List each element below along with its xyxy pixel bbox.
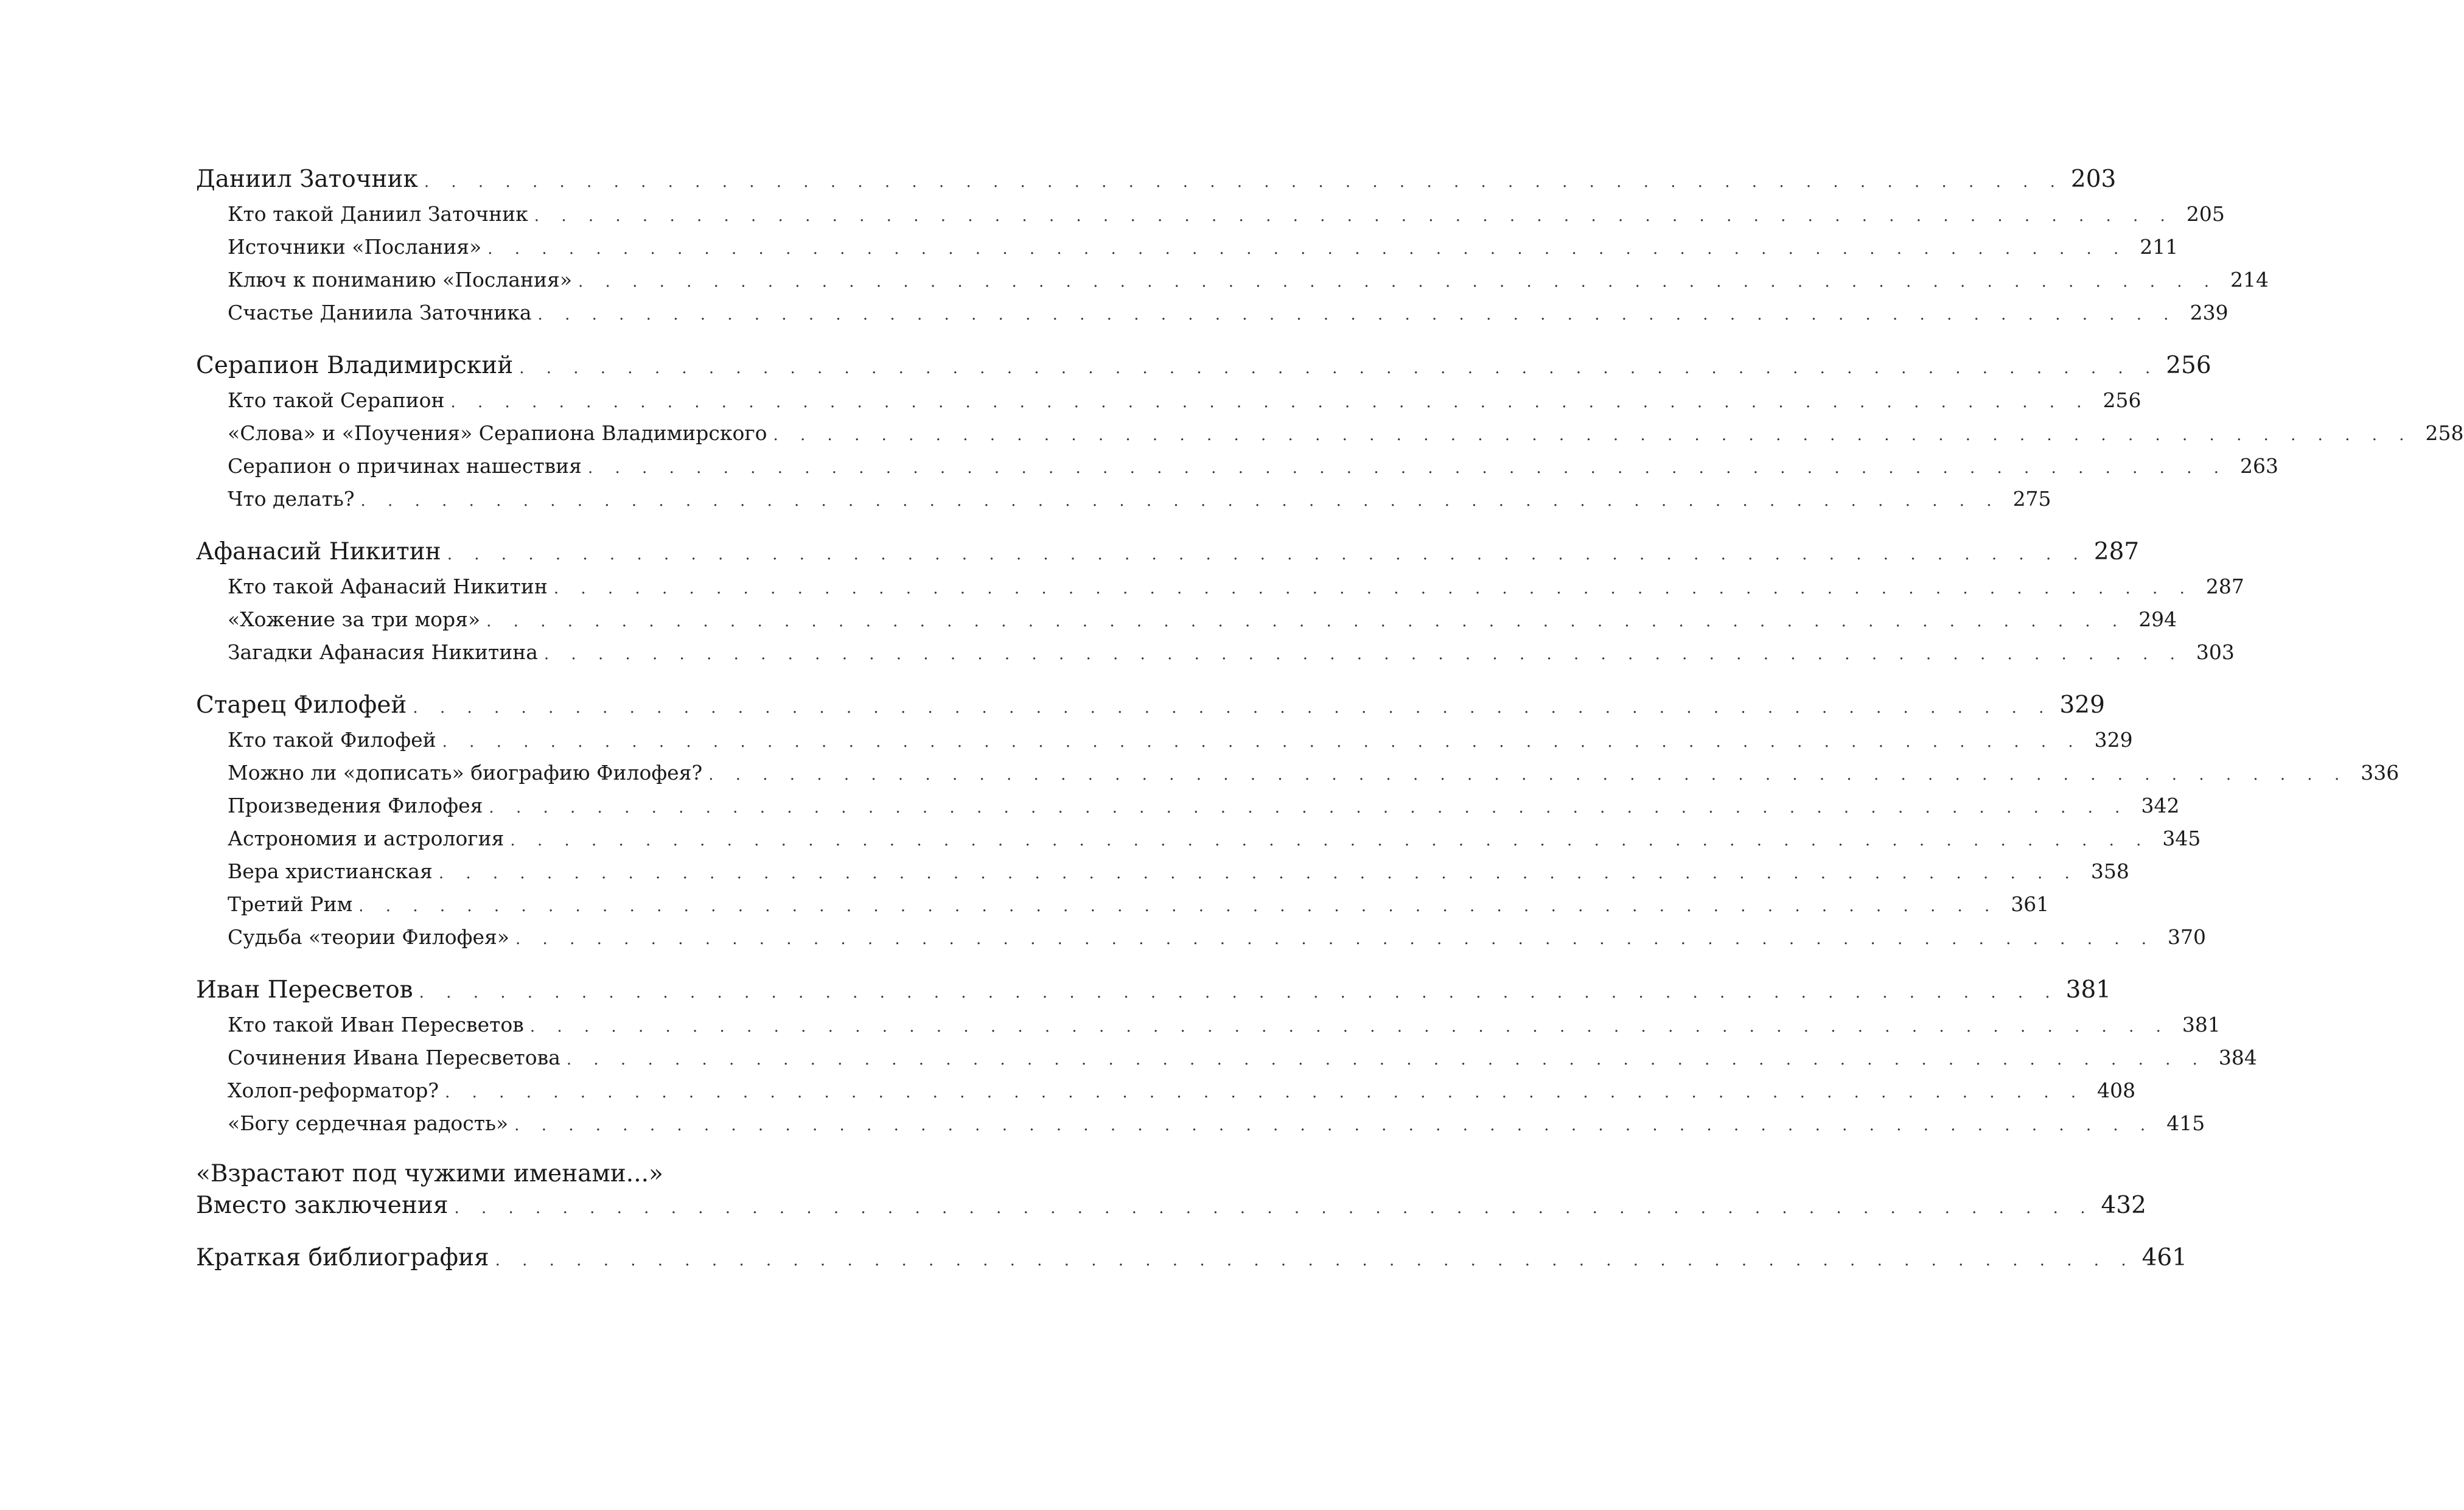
dot-leader: . . . . . . . . . . . . . . . . . . . . . . . . . . . . . . . . . . . . . . . . . . . . . . . . . . . . . . . . . . . . . [773,426,2413,444]
page-number: 384 [2218,1046,2257,1069]
page-number: 342 [2141,794,2180,817]
dot-leader: . . . . . . . . . . . . . . . . . . . . . . . . . . . . . . . . . . . . . . . . . . . . . . . . . . . . . . . . . . . . . [424,173,2064,191]
dot-leader: . . . . . . . . . . . . . . . . . . . . . . . . . . . . . . . . . . . . . . . . . . . . . . . . . . . . . . . . . . . . . [438,864,2078,883]
table-of-contents [196,161,2464,1295]
toc-chapter[interactable] [196,534,2140,570]
dot-leader: . . . . . . . . . . . . . . . . . . . . . . . . . . . . . . . . . . . . . . . . . . . . . . . . . . . . . . . . . . . . . [566,1050,2206,1069]
dot-leader: . . . . . . . . . . . . . . . . . . . . . . . . . . . . . . . . . . . . . . . . . . . . . . . . . . . . . . . . . . . . . [514,1116,2154,1134]
toc-conclusion[interactable] [196,1158,2146,1222]
dot-leader: . . . . . . . . . . . . . . . . . . . . . . . . . . . . . . . . . . . . . . . . . . . . . . . . . . . . . . . . . . . . . [529,1018,2169,1036]
toc-subchapter[interactable] [196,724,2133,757]
toc-subchapter[interactable] [196,417,2464,450]
page-number: 370 [2168,925,2207,949]
page-number: 303 [2196,640,2235,664]
toc-section [196,972,2257,1140]
toc-subchapter[interactable] [196,1008,2221,1041]
chapter-title: Серапион Владимирский [196,348,519,384]
toc-subchapter[interactable] [196,296,2228,329]
subchapter-title: Третий Рим [228,888,358,921]
toc-subchapter[interactable] [196,789,2180,822]
dot-leader: . . . . . . . . . . . . . . . . . . . . . . . . . . . . . . . . . . . . . . . . . . . . . . . . . . . . . . . . . . . . . [553,579,2193,598]
page-number: 239 [2190,301,2228,324]
toc-bibliography [196,1240,2188,1276]
toc-subchapter[interactable] [196,855,2129,888]
toc-subchapter[interactable] [196,231,2179,264]
dot-leader: . . . . . . . . . . . . . . . . . . . . . . . . . . . . . . . . . . . . . . . . . . . . . . . . . . . . . . . . . . . . . [358,897,1998,915]
page-number: 275 [2012,487,2051,511]
conclusion-title-line1: «Взрастают под чужими именами...» [196,1160,663,1187]
dot-leader: . . . . . . . . . . . . . . . . . . . . . . . . . . . . . . . . . . . . . . . . . . . . . . . . . . . . . . . . . . . . . [587,459,2228,477]
subchapter-title: Судьба «теории Филофея» [228,921,515,954]
subchapter-title: Кто такой Иван Пересветов [228,1008,530,1041]
conclusion-row [196,1190,2146,1222]
toc-subchapter[interactable] [196,603,2177,636]
dot-leader: . . . . . . . . . . . . . . . . . . . . . . . . . . . . . . . . . . . . . . . . . . . . . . . . . . . . . . . . . . . . . [447,545,2087,564]
toc-subchapter[interactable] [196,483,2051,516]
subchapter-title: Кто такой Серапион [228,384,451,417]
toc-subchapter[interactable] [196,198,2225,231]
toc-section [196,161,2269,329]
page-number: 256 [2166,352,2211,379]
dot-leader: . . . . . . . . . . . . . . . . . . . . . . . . . . . . . . . . . . . . . . . . . . . . . . . . . . . . . . . . . . . . . [510,831,2150,850]
subchapter-title: «Хожение за три моря» [228,603,486,636]
toc-chapter[interactable] [196,1240,2188,1276]
subchapter-title: Астрономия и астрология [228,822,510,855]
chapter-title: Афанасий Никитин [196,534,447,570]
dot-leader: . . . . . . . . . . . . . . . . . . . . . . . . . . . . . . . . . . . . . . . . . . . . . . . . . . . . . . . . . . . . . [519,359,2159,377]
toc-subchapter[interactable] [196,384,2141,417]
subchapter-title: Источники «Послания» [228,231,487,264]
dot-leader: . . . . . . . . . . . . . . . . . . . . . . . . . . . . . . . . . . . . . . . . . . . . . . . . . . . . . . . . . . . . . [360,492,2000,510]
dot-leader: . . . . . . . . . . . . . . . . . . . . . . . . . . . . . . . . . . . . . . . . . . . . . . . . . . . . . . . . . . . . . [495,1251,2135,1270]
page-number: 329 [2094,728,2133,752]
dot-leader: . . . . . . . . . . . . . . . . . . . . . . . . . . . . . . . . . . . . . . . . . . . . . . . . . . . . . . . . . . . . . [413,699,2053,717]
page-number: 461 [2141,1244,2188,1271]
toc-subchapter[interactable] [196,636,2235,669]
toc-section [196,687,2399,954]
page-number: 361 [2011,892,2050,916]
page-number: 381 [2065,976,2112,1004]
page-number: 211 [2140,235,2179,259]
page-number: 381 [2182,1013,2221,1036]
dot-leader: . . . . . . . . . . . . . . . . . . . . . . . . . . . . . . . . . . . . . . . . . . . . . . . . . . . . . . . . . . . . . [543,645,2183,663]
toc-chapter[interactable] [196,348,2211,384]
page-number: 345 [2162,827,2201,850]
toc-subchapter[interactable] [196,757,2399,789]
page-number: 432 [2101,1192,2146,1219]
subchapter-title: Ключ к пониманию «Послания» [228,264,578,296]
page-number: 256 [2103,388,2141,412]
toc-subchapter[interactable] [196,570,2244,603]
dot-leader: . . . . . . . . . . . . . . . . . . . . . . . . . . . . . . . . . . . . . . . . . . . . . . . . . . . . . . . . . . . . . [489,799,2129,817]
dot-leader: . . . . . . . . . . . . . . . . . . . . . . . . . . . . . . . . . . . . . . . . . . . . . . . . . . . . . . . . . . . . . [487,240,2127,258]
toc-subchapter[interactable] [196,1074,2136,1107]
toc-chapter[interactable] [196,687,2105,724]
toc-subchapter[interactable] [196,264,2269,296]
toc-subchapter[interactable] [196,921,2207,954]
toc-section [196,348,2464,516]
page-number: 336 [2361,761,2399,785]
subchapter-title: Счастье Даниила Заточника [228,296,538,329]
subchapter-title: Сочинения Ивана Пересветова [228,1041,567,1074]
subchapter-title: «Слова» и «Поучения» Серапиона Владимирского [228,417,773,450]
dot-leader: . . . . . . . . . . . . . . . . . . . . . . . . . . . . . . . . . . . . . . . . . . . . . . . . . . . . . . . . . . . . . [450,393,2090,411]
page-number: 287 [2205,575,2244,598]
page-number: 415 [2166,1111,2205,1135]
dot-leader: . . . . . . . . . . . . . . . . . . . . . . . . . . . . . . . . . . . . . . . . . . . . . . . . . . . . . . . . . . . . . [445,1083,2085,1102]
dot-leader: . . . . . . . . . . . . . . . . . . . . . . . . . . . . . . . . . . . . . . . . . . . . . . . . . . . . . . . . . . . . . [486,612,2126,631]
dot-leader: . . . . . . . . . . . . . . . . . . . . . . . . . . . . . . . . . . . . . . . . . . . . . . . . . . . . . . . . . . . . . [708,766,2348,784]
dot-leader: . . . . . . . . . . . . . . . . . . . . . . . . . . . . . . . . . . . . . . . . . . . . . . . . . . . . . . . . . . . . . [578,273,2218,291]
page-number: 214 [2230,268,2269,292]
subchapter-title: Кто такой Филофей [228,724,442,757]
toc-subchapter[interactable] [196,888,2050,921]
page-number: 287 [2093,538,2140,565]
page-number: 203 [2070,166,2117,193]
toc-chapter[interactable] [196,161,2117,198]
toc-chapter[interactable] [196,972,2112,1008]
page-number: 205 [2186,202,2225,226]
page-number: 294 [2138,607,2177,631]
dot-leader: . . . . . . . . . . . . . . . . . . . . . . . . . . . . . . . . . . . . . . . . . . . . . . . . . . . . . . . . . . . . . [454,1199,2094,1217]
subchapter-title: Вера христианская [228,855,439,888]
toc-section [196,534,2244,669]
dot-leader: . . . . . . . . . . . . . . . . . . . . . . . . . . . . . . . . . . . . . . . . . . . . . . . . . . . . . . . . . . . . . [515,930,2155,948]
subchapter-title: Загадки Афанасия Никитина [228,636,544,669]
toc-subchapter[interactable] [196,1041,2257,1074]
subchapter-title: «Богу сердечная радость» [228,1107,514,1140]
dot-leader: . . . . . . . . . . . . . . . . . . . . . . . . . . . . . . . . . . . . . . . . . . . . . . . . . . . . . . . . . . . . . [419,984,2059,1002]
page-number: 408 [2097,1078,2136,1102]
dot-leader: . . . . . . . . . . . . . . . . . . . . . . . . . . . . . . . . . . . . . . . . . . . . . . . . . . . . . . . . . . . . . [534,207,2174,225]
bibliography-title: Краткая библиография [196,1240,495,1276]
page-number: 329 [2059,691,2105,719]
page-number: 258 [2425,421,2464,445]
subchapter-title: Кто такой Даниил Заточник [228,198,534,231]
subchapter-title: Холоп-реформатор? [228,1074,445,1107]
page-number: 358 [2090,859,2129,883]
dot-leader: . . . . . . . . . . . . . . . . . . . . . . . . . . . . . . . . . . . . . . . . . . . . . . . . . . . . . . . . . . . . . [442,733,2082,751]
chapter-title: Старец Филофей [196,687,413,724]
subchapter-title: Серапион о причинах нашествия [228,450,588,483]
subchapter-title: Можно ли «дописать» биографию Филофея? [228,757,708,789]
subchapter-title: Что делать? [228,483,361,516]
dot-leader: . . . . . . . . . . . . . . . . . . . . . . . . . . . . . . . . . . . . . . . . . . . . . . . . . . . . . . . . . . . . . [537,306,2177,324]
subchapter-title: Произведения Филофея [228,789,489,822]
page-number: 263 [2240,454,2279,478]
toc-subchapter[interactable] [196,450,2279,483]
subchapter-title: Кто такой Афанасий Никитин [228,570,554,603]
toc-subchapter[interactable] [196,1107,2205,1140]
toc-subchapter[interactable] [196,822,2201,855]
chapter-title: Даниил Заточник [196,161,424,198]
chapter-title: Иван Пересветов [196,972,419,1008]
conclusion-title-line2: Вместо заключения [196,1190,454,1222]
